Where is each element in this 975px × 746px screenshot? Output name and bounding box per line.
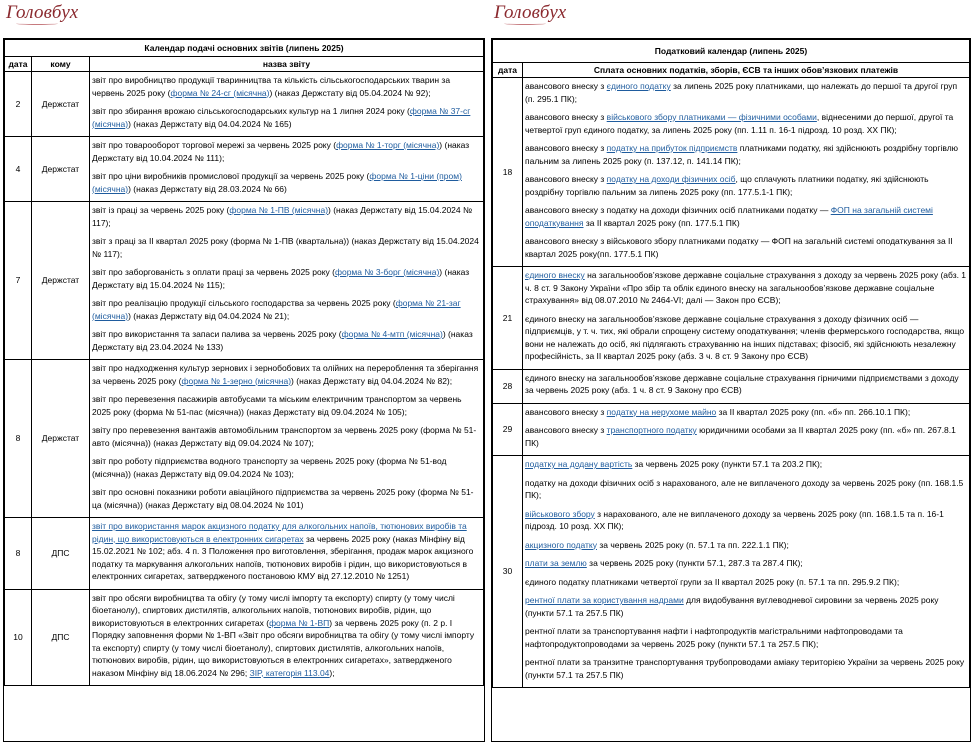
form-link[interactable]: форма № 3-борг (місячна) bbox=[334, 267, 440, 277]
item-text: податку на доходи фізичних осіб з нарахованого, але не виплаченого доходу за червень 2025 року (пп. 168.1.5 ПК); bbox=[525, 477, 964, 500]
list-item bbox=[525, 406, 967, 419]
tax-calendar-title: Податковий календар (липень 2025) bbox=[493, 40, 970, 63]
item-text: , віднесеними до першої, другої та четвертої груп єдиного податку, за липень 2025 року (пп. 1.11 п. 16-1 підрозд. 10 розд. XX ПК); bbox=[525, 112, 954, 135]
item-text: ) (наказ Держстату від 23.04.2024 № 133) bbox=[92, 329, 473, 352]
item-text: звіт із праці за червень 2025 року ( bbox=[92, 205, 230, 215]
list-item bbox=[525, 424, 967, 449]
row-content bbox=[523, 456, 970, 688]
form-link[interactable]: ЗІР, категорія 113.04 bbox=[249, 667, 330, 678]
form-link[interactable]: форма № 1-зерно (місячна) bbox=[181, 375, 292, 386]
header-recipient: кому bbox=[32, 57, 90, 72]
form-link[interactable]: форма № 1-ВП bbox=[269, 617, 330, 628]
list-item bbox=[525, 594, 967, 619]
item-text: ) за червень 2025 року (п. 2 р. І Порядку заповнення форми № 1-ВП «Звіт про обсяги виробництва та обігу (у тому числі імпорту та експорту) спирту (у тому числі біоетанолу), спиртових дистилятів, алкогольних напоїв, тютюнових виробів, рідин, що використовуються в електронних сигаретах», затвердженого наказом Мінфіну від 18.06.2024 № 296; bbox=[92, 617, 475, 678]
item-text: ) (наказ Держстату від 05.04.2024 № 92); bbox=[269, 87, 431, 98]
item-text: авансового внеску з військового збору платниками податку — ФОП на загальній системі оподаткування за ІІ квартал 2025 року(пп. 177.5.1 ПК) bbox=[525, 236, 953, 259]
form-link[interactable]: податку на додану вартість bbox=[525, 459, 633, 469]
form-link[interactable]: податку на нерухоме майно bbox=[606, 406, 717, 417]
list-item bbox=[92, 297, 481, 322]
item-text: ) (наказ Держстату від 15.04.2024 № 115); bbox=[92, 267, 470, 290]
list-item bbox=[525, 111, 967, 136]
table-row bbox=[5, 360, 484, 518]
list-item bbox=[92, 235, 481, 260]
row-content bbox=[523, 369, 970, 403]
row-content bbox=[90, 137, 484, 202]
item-text: авансового внеску з bbox=[525, 425, 607, 435]
row-recipient: ДПС bbox=[32, 518, 90, 590]
form-link[interactable]: ФОП на загальній системі оподаткування bbox=[525, 205, 933, 228]
item-text: звіт про використання та запаси палива за червень 2025 року ( bbox=[92, 329, 342, 339]
item-text: звіт про роботу підприємства водного транспорту за червень 2025 року (форма № 51-вод (місячна)) (наказ Держстату від 09.04.2024 № 103); bbox=[92, 456, 447, 479]
list-item bbox=[525, 508, 967, 533]
reports-calendar-table bbox=[4, 39, 484, 686]
list-item bbox=[92, 455, 481, 480]
header-report-name: назва звіту bbox=[90, 57, 484, 72]
item-text: за червень 2025 року (пункти 57.1 та 203.2 ПК); bbox=[632, 459, 823, 469]
table-row bbox=[5, 518, 484, 590]
item-text: звіт про збирання врожаю сільськогосподарських культур на 1 липня 2024 року ( bbox=[92, 106, 410, 116]
item-text: звіту про перевезення вантажів автомобільним транспортом за червень 2025 року (форма № 51-авто (місячна)) (наказ Держстату від 09.04.2024 № 107); bbox=[92, 425, 477, 448]
row-content bbox=[90, 589, 484, 686]
form-link[interactable]: рентної плати за користування надрами bbox=[525, 595, 684, 605]
item-text: звіт про перевезення пасажирів автобусами та міським електричним транспортом за червень 2025 року (форма № 51-пас (місячна)) (наказ Держстату від 09.04.2024 № 105); bbox=[92, 394, 462, 417]
list-item bbox=[92, 328, 481, 353]
row-date: 8 bbox=[5, 518, 32, 590]
form-link[interactable]: звіт про використання марок акцизного податку для алкогольних напоїв, тютюнових виробів та рідин, що використовуються в електронних сигаретах bbox=[92, 521, 467, 544]
list-item bbox=[525, 313, 967, 363]
item-text: платниками податку, які здійснюють роздрібну торгівлю пальним за липень 2025 року (п. 137.12, п. 141.14 ПК); bbox=[525, 143, 959, 166]
item-text: , що сплачують платники податку, які здійснюють роздрібну торгівлю пальним за липень 2025 року (пп. 177.5.1-1 ПК); bbox=[525, 174, 929, 197]
list-item bbox=[525, 204, 967, 229]
list-item bbox=[525, 80, 967, 105]
form-link[interactable]: форма № 24-сг (місячна) bbox=[170, 87, 270, 98]
row-recipient: Держстат bbox=[32, 137, 90, 202]
item-text: єдиного внеску на загальнообов’язкове державне соціальне страхування гірничими підприємствами з доходу за червень 2025 року (абз. 1 ч. 8 ст. 9 Закону про ЄСВ) bbox=[525, 372, 959, 395]
table-row bbox=[5, 72, 484, 137]
item-text: за ІІ квартал 2025 року (пп. «б» пп. 266.10.1 ПК); bbox=[716, 406, 911, 417]
row-content bbox=[523, 403, 970, 456]
list-item bbox=[525, 539, 967, 552]
form-link[interactable]: податку на прибуток підприємств bbox=[606, 143, 738, 153]
form-link[interactable]: форма № 37-сг (місячна) bbox=[92, 106, 471, 129]
list-item bbox=[92, 139, 481, 164]
table-row bbox=[493, 78, 970, 267]
table-row bbox=[5, 137, 484, 202]
form-link[interactable]: форма № 1-торг (місячна) bbox=[336, 140, 440, 150]
item-text: ); bbox=[329, 667, 335, 678]
list-item bbox=[525, 269, 967, 307]
form-link[interactable]: форма № 21-заг (місячна) bbox=[92, 298, 461, 321]
header-date: дата bbox=[5, 57, 32, 72]
item-text: авансового внеску з bbox=[525, 112, 607, 122]
form-link[interactable]: форма № 4-мтп (місячна) bbox=[341, 329, 443, 339]
form-link[interactable]: військового збору bbox=[525, 508, 595, 519]
row-content bbox=[90, 72, 484, 137]
form-link[interactable]: плати за землю bbox=[525, 558, 587, 568]
list-item bbox=[525, 173, 967, 198]
item-text: за липень 2025 року платниками, що належать до першої та другої груп (п. 295.1 ПК); bbox=[525, 81, 958, 104]
list-item bbox=[525, 142, 967, 167]
tax-calendar-table bbox=[492, 39, 970, 688]
list-item bbox=[92, 74, 481, 99]
item-text: авансового внеску з bbox=[525, 143, 607, 153]
row-date: 29 bbox=[493, 403, 523, 456]
item-text: за червень 2025 року (пункти 57.1, 287.3 та 287.4 ПК); bbox=[586, 558, 803, 568]
item-text: звіт з праці за ІІ квартал 2025 року (форма № 1-ПВ (квартальна)) (наказ Держстату від 15.04.2024 № 117); bbox=[92, 236, 479, 259]
list-item bbox=[525, 656, 967, 681]
form-link[interactable]: податку на доходи фізичних осіб bbox=[606, 174, 736, 184]
item-text: ) (наказ Держстату від 10.04.2024 № 111); bbox=[92, 140, 470, 163]
reports-calendar-title: Календар подачі основних звітів (липень 2025) bbox=[5, 40, 484, 57]
row-date: 4 bbox=[5, 137, 32, 202]
item-text: звіт про виробництво продукції тваринництва та кількість сільськогосподарських тварин за червень 2025 року ( bbox=[92, 75, 451, 98]
header-payments: Сплата основних податків, зборів, ЄСВ та інших обов’язкових платежів bbox=[523, 63, 970, 78]
item-text: звіт про товарооборот торгової мережі за червень 2025 року ( bbox=[92, 140, 337, 150]
item-text: з нарахованого, але не виплаченого доходу за червень 2025 року (пп. 168.1.5 та п. 16-1 підрозд. 10 розд. XX ПК); bbox=[525, 508, 944, 531]
table-row bbox=[5, 589, 484, 686]
list-item bbox=[525, 576, 967, 589]
form-link[interactable]: єдиного податку bbox=[606, 81, 671, 91]
item-text: звіт про реалізацію продукції сільського господарства за червень 2025 року ( bbox=[92, 298, 396, 308]
item-text: ) (наказ Держстату від 15.04.2024 № 117); bbox=[92, 205, 473, 228]
item-text: для видобування вуглеводневої сировини за червень 2025 року (пункти 57.1 та 257.5 ПК) bbox=[525, 595, 939, 618]
item-text: авансового внеску з податку на доходи фізичних осіб платниками податку — bbox=[525, 205, 831, 215]
list-item bbox=[92, 362, 481, 387]
item-text: авансового внеску з bbox=[525, 406, 607, 417]
list-item bbox=[525, 458, 967, 471]
reports-calendar-panel bbox=[3, 38, 485, 742]
row-content bbox=[90, 518, 484, 590]
row-content bbox=[523, 267, 970, 370]
item-text: на загальнообов’язкове державне соціальне страхування з доходу за червень 2025 року (абз. 1 ч. 8 ст. 9 Закону України «Про збір та облік єдиного внеску на загальнообов’язкове державне соціальне страхування» від 08.07.2010 № 2464-VI; далі — Закон про ЄСВ); bbox=[525, 270, 967, 305]
list-item bbox=[92, 170, 481, 195]
form-link[interactable]: єдиного внеску bbox=[525, 270, 585, 280]
form-link[interactable]: форма № 1-ПВ (місячна) bbox=[229, 205, 329, 215]
form-link[interactable]: акцизного податку bbox=[525, 539, 597, 550]
row-date: 10 bbox=[5, 589, 32, 686]
list-item bbox=[92, 520, 481, 583]
item-text: рентної плати за транзитне транспортування трубопроводами аміаку територією України за червень 2025 року (пункти 57.1 та 257.5 ПК) bbox=[525, 657, 965, 680]
row-date: 18 bbox=[493, 78, 523, 267]
row-content bbox=[523, 78, 970, 267]
row-recipient: Держстат bbox=[32, 360, 90, 518]
list-item bbox=[92, 266, 481, 291]
item-text: за червень 2025 року (п. 57.1 та пп. 222.1.1 ПК); bbox=[596, 539, 789, 550]
golovbukh-logo-left: Головбух bbox=[6, 2, 79, 23]
table-row bbox=[493, 456, 970, 688]
item-text: звіт про заборгованість з оплати праці за червень 2025 року ( bbox=[92, 267, 335, 277]
row-date: 2 bbox=[5, 72, 32, 137]
row-date: 30 bbox=[493, 456, 523, 688]
list-item bbox=[92, 486, 481, 511]
item-text: ) (наказ Держстату від 04.04.2024 № 82); bbox=[291, 375, 453, 386]
golovbukh-logo-right: Головбух bbox=[494, 2, 567, 23]
list-item bbox=[525, 372, 967, 397]
form-link[interactable]: військового збору платниками — фізичними особами bbox=[606, 112, 817, 122]
item-text: ) (наказ Держстату від 28.03.2024 № 66) bbox=[128, 183, 287, 194]
tax-calendar-panel bbox=[491, 38, 971, 742]
list-item bbox=[92, 592, 481, 680]
item-text: єдиного податку платниками четвертої групи за ІІ квартал 2025 року (п. 57.1 та пп. 295.9.2 ПК); bbox=[525, 576, 900, 587]
row-date: 28 bbox=[493, 369, 523, 403]
row-date: 21 bbox=[493, 267, 523, 370]
list-item bbox=[92, 204, 481, 229]
table-row bbox=[493, 267, 970, 370]
item-text: ) (наказ Держстату від 04.04.2024 № 165) bbox=[128, 118, 292, 129]
list-item bbox=[92, 105, 481, 130]
header-date: дата bbox=[493, 63, 523, 78]
list-item bbox=[525, 477, 967, 502]
row-recipient: ДПС bbox=[32, 589, 90, 686]
item-text: за червень 2025 року (наказ Мінфіну від 15.02.2021 № 102; абз. 4 п. 3 Положення про виготовлення, зберігання, продаж марок акцизного податку та маркування алкогольних напоїв, тютюнових виробів і рідин, що використовуються в електронних сигаретах, затвердженого постановою КМУ від 27.12.2010 № 1251) bbox=[92, 533, 474, 581]
list-item bbox=[525, 235, 967, 260]
item-text: єдиного внеску на загальнообов’язкове державне соціальне страхування з доходу фізичних осіб — підприємців, у т. ч. тих, які обрали спрощену систему оподаткування; членів фермерського господарства, якщо вони не належать до осіб, які підлягають страхуванню на інших підставах; фізосіб, які здійснюють незалежну професійність, за ІІ квартал 2025 року (абз. 3 ч. 8 ст. 9 Закону про ЄСВ) bbox=[525, 313, 965, 361]
item-text: авансового внеску з bbox=[525, 81, 607, 91]
table-row bbox=[493, 403, 970, 456]
item-text: за ІІ квартал 2025 року (пп. 177.5.1 ПК) bbox=[583, 217, 740, 228]
item-text: рентної плати за транспортування нафти і нафтопродуктів магістральними нафтопроводами та нафтопродуктопроводами за червень 2025 року (пункти 57.1 та 257.5 ПК); bbox=[525, 626, 903, 649]
item-text: звіт про основні показники роботи авіаційного підприємства за червень 2025 року (форма № 51-ца (місячна)) (наказ Держстату від 08.04.2024 № 101) bbox=[92, 487, 474, 510]
list-item bbox=[92, 424, 481, 449]
form-link[interactable]: форма № 1-ціни (пром) (місячна) bbox=[92, 171, 462, 194]
row-recipient: Держстат bbox=[32, 72, 90, 137]
row-content bbox=[90, 360, 484, 518]
list-item bbox=[525, 557, 967, 570]
item-text: авансового внеску з bbox=[525, 174, 607, 184]
table-row bbox=[493, 369, 970, 403]
form-link[interactable]: транспортного податку bbox=[606, 425, 697, 435]
table-row bbox=[5, 202, 484, 360]
row-content bbox=[90, 202, 484, 360]
item-text: звіт про ціни виробників промислової продукції за червень 2025 року ( bbox=[92, 171, 370, 181]
item-text: звіт про обсяги виробництва та обігу (у тому числі імпорту та експорту) спирту (у тому числі біоетанолу), спиртових дистилятів, алкогольних напоїв, тютюнових виробів, рідин, що використовуються в електронних сигаретах ( bbox=[92, 592, 455, 628]
row-date: 7 bbox=[5, 202, 32, 360]
item-text: звіт про надходження культур зернових і зернобобових та олійних на перероблення та зберігання за червень 2025 року ( bbox=[92, 363, 479, 386]
list-item bbox=[92, 393, 481, 418]
row-date: 8 bbox=[5, 360, 32, 518]
row-recipient: Держстат bbox=[32, 202, 90, 360]
item-text: юридичними особами за ІІ квартал 2025 року (пп. «б» пп. 267.8.1 ПК) bbox=[525, 425, 956, 448]
item-text: ) (наказ Держстату від 04.04.2024 № 21); bbox=[128, 310, 290, 321]
list-item bbox=[525, 625, 967, 650]
